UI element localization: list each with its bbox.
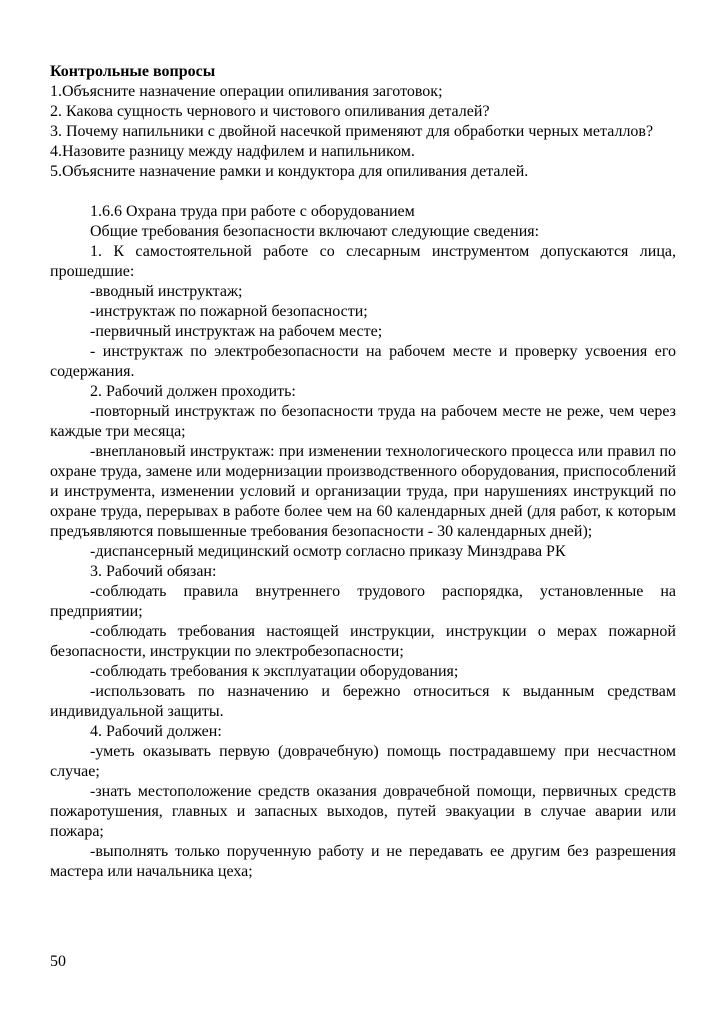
control-question-4: 4.Назовите разницу между надфилем и напильником.	[50, 143, 415, 160]
block-gap	[50, 182, 676, 202]
body-paragraph: 4. Рабочий должен:	[90, 723, 222, 740]
body-paragraph: Общие требования безопасности включают следующие сведения:	[90, 223, 540, 240]
control-questions-heading: Контрольные вопросы	[50, 63, 216, 80]
section-title-paragraph: 1.6.6 Охрана труда при работе с оборудованием	[90, 203, 415, 220]
control-question-5: 5.Объясните назначение рамки и кондуктора для опиливания деталей.	[50, 163, 529, 180]
body-paragraph: 1. К самостоятельной работе со слесарным инструментом допускаются лица, прошедшие:	[50, 243, 676, 280]
page-number: 50	[50, 953, 66, 970]
list-item-paragraph: -соблюдать правила внутреннего трудового распорядка, установленные на предприятии;	[50, 583, 676, 620]
list-item-paragraph: -диспансерный медицинский осмотр согласно приказу Минздрава РК	[90, 543, 566, 560]
list-item-paragraph: -соблюдать требования к эксплуатации оборудования;	[90, 663, 459, 680]
list-item-paragraph: -выполнять только порученную работу и не передавать ее другим без разрешения мастера или начальника цеха;	[50, 843, 676, 880]
list-item-paragraph: -инструктаж по пожарной безопасности;	[90, 303, 368, 320]
control-question-1: 1.Объясните назначение операции опиливания заготовок;	[50, 83, 443, 100]
control-question-2: 2. Какова сущность чернового и чистового опиливания деталей?	[50, 103, 490, 120]
list-item-paragraph: - инструктаж по электробезопасности на рабочем месте и проверку усвоения его содержания.	[50, 343, 676, 380]
list-item-paragraph: -соблюдать требования настоящей инструкции, инструкции о мерах пожарной безопасности, инструкции по электробезопасности;	[50, 623, 676, 660]
list-item-paragraph: -знать местоположение средств оказания доврачебной помощи, первичных средств пожаротушения, главных и запасных выходов, путей эвакуации в случае аварии или пожара;	[50, 783, 676, 840]
body-paragraph: 2. Рабочий должен проходить:	[90, 383, 296, 400]
page-content	[50, 62, 676, 882]
list-item-paragraph: -первичный инструктаж на рабочем месте;	[90, 323, 383, 340]
list-item-paragraph: -уметь оказывать первую (доврачебную) помощь пострадавшему при несчастном случае;	[50, 743, 676, 780]
list-item-paragraph: -вводный инструктаж;	[90, 283, 243, 300]
body-paragraph: 3. Рабочий обязан:	[90, 563, 217, 580]
list-item-paragraph: -использовать по назначению и бережно относиться к выданным средствам индивидуальной защиты.	[50, 683, 676, 720]
list-item-paragraph: -внеплановый инструктаж: при изменении технологического процесса или правил по охране труда, замене или модернизации производственного оборудования, приспособлений и инструмента, изменении условий и организации труда, при нарушениях инструкций по охране труда, перерывах в работе более чем на 60 календарных дней (для работ, к которым предъявляются повышенные требования безопасности - 30 календарных дней);	[50, 443, 676, 540]
list-item-paragraph: -повторный инструктаж по безопасности труда на рабочем месте не реже, чем через каждые три месяца;	[50, 403, 676, 440]
control-question-3: 3. Почему напильники с двойной насечкой применяют для обработки черных металлов?	[50, 123, 654, 140]
